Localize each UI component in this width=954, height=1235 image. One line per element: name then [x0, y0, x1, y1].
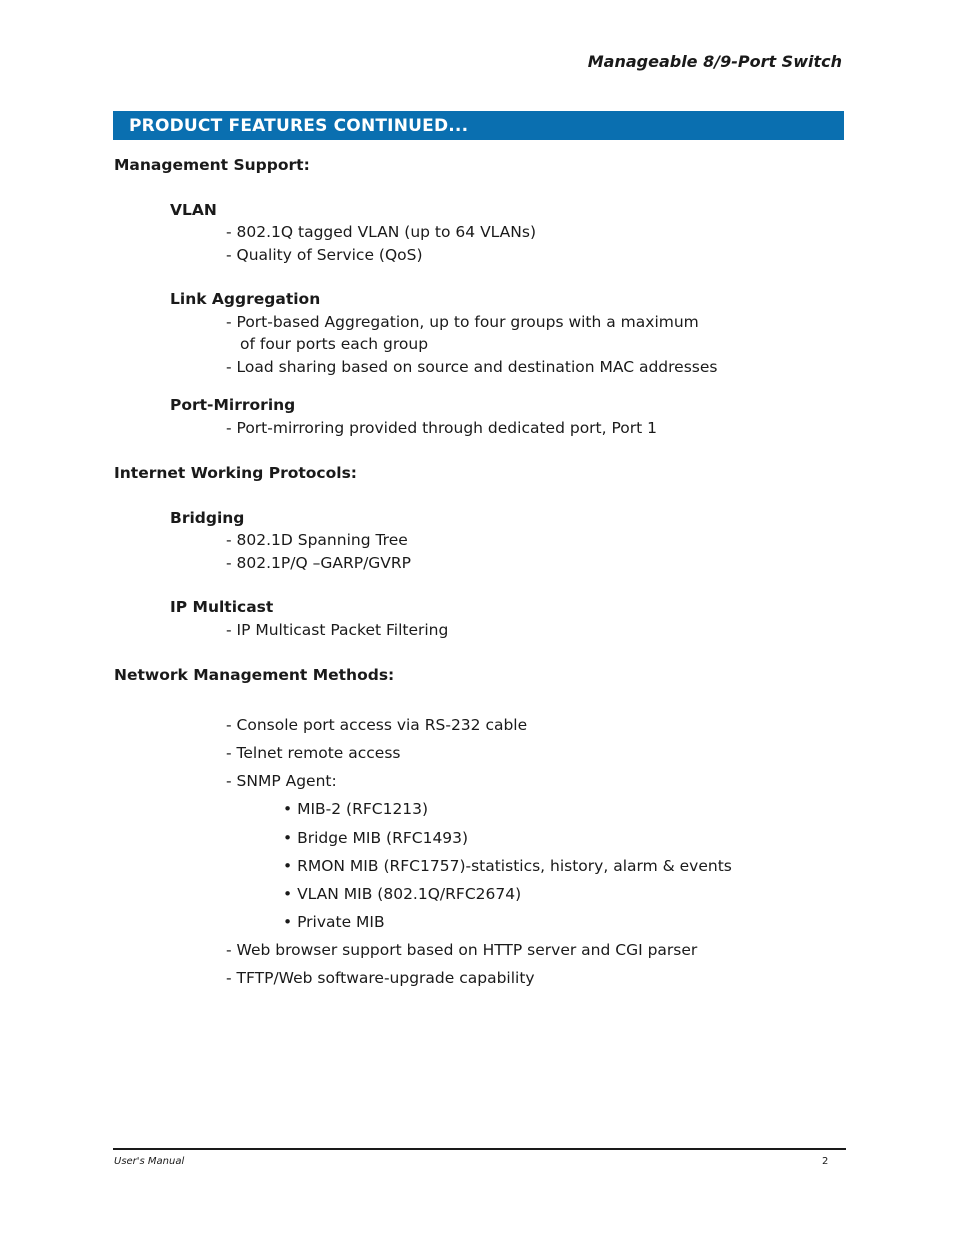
- bridging-item-2: - 802.1P/Q –GARP/GVRP: [226, 554, 412, 572]
- vlan-item-1: - 802.1Q tagged VLAN (up to 64 VLANs): [226, 223, 536, 241]
- section-banner: [113, 111, 844, 140]
- snmp-bullet-rmon-mib: • RMON MIB (RFC1757)-statistics, history, alarm & events: [283, 857, 732, 875]
- bridging-item-1: - 802.1D Spanning Tree: [226, 531, 408, 549]
- vlan-heading: VLAN: [170, 201, 217, 219]
- ip-multicast-item-1: - IP Multicast Packet Filtering: [226, 621, 449, 639]
- vlan-item-2: - Quality of Service (QoS): [226, 246, 423, 264]
- network-management-heading: Network Management Methods:: [114, 666, 395, 684]
- network-management-item-snmp: - SNMP Agent:: [226, 772, 337, 790]
- snmp-bullet-bridge-mib: • Bridge MIB (RFC1493): [283, 829, 469, 847]
- bridging-heading: Bridging: [170, 509, 245, 527]
- snmp-bullet-vlan-mib: • VLAN MIB (802.1Q/RFC2674): [283, 885, 522, 903]
- link-aggregation-item-2: - Load sharing based on source and destination MAC addresses: [226, 358, 718, 376]
- footer-manual-label: User's Manual: [114, 1156, 185, 1167]
- link-aggregation-heading: Link Aggregation: [170, 290, 321, 308]
- port-mirroring-item-1: - Port-mirroring provided through dedicated port, Port 1: [226, 419, 657, 437]
- network-management-item-web: - Web browser support based on HTTP server and CGI parser: [226, 941, 698, 959]
- port-mirroring-heading: Port-Mirroring: [170, 396, 296, 414]
- snmp-bullet-mib2: • MIB-2 (RFC1213): [283, 800, 429, 818]
- document-header-title: Manageable 8/9-Port Switch: [587, 52, 842, 71]
- network-management-item-console: - Console port access via RS-232 cable: [226, 716, 528, 734]
- management-support-heading: Management Support:: [114, 156, 310, 174]
- link-aggregation-item-1-continued: of four ports each group: [240, 335, 429, 353]
- banner-title: PRODUCT FEATURES CONTINUED...: [129, 116, 469, 136]
- footer-page-number: 2: [822, 1156, 829, 1167]
- ip-multicast-heading: IP Multicast: [170, 598, 274, 616]
- link-aggregation-item-1: - Port-based Aggregation, up to four groups with a maximum: [226, 313, 699, 331]
- snmp-bullet-private-mib: • Private MIB: [283, 913, 385, 931]
- network-management-item-telnet: - Telnet remote access: [226, 744, 401, 762]
- internet-working-heading: Internet Working Protocols:: [114, 464, 357, 482]
- footer-divider: [113, 1148, 846, 1150]
- network-management-item-tftp: - TFTP/Web software-upgrade capability: [226, 969, 535, 987]
